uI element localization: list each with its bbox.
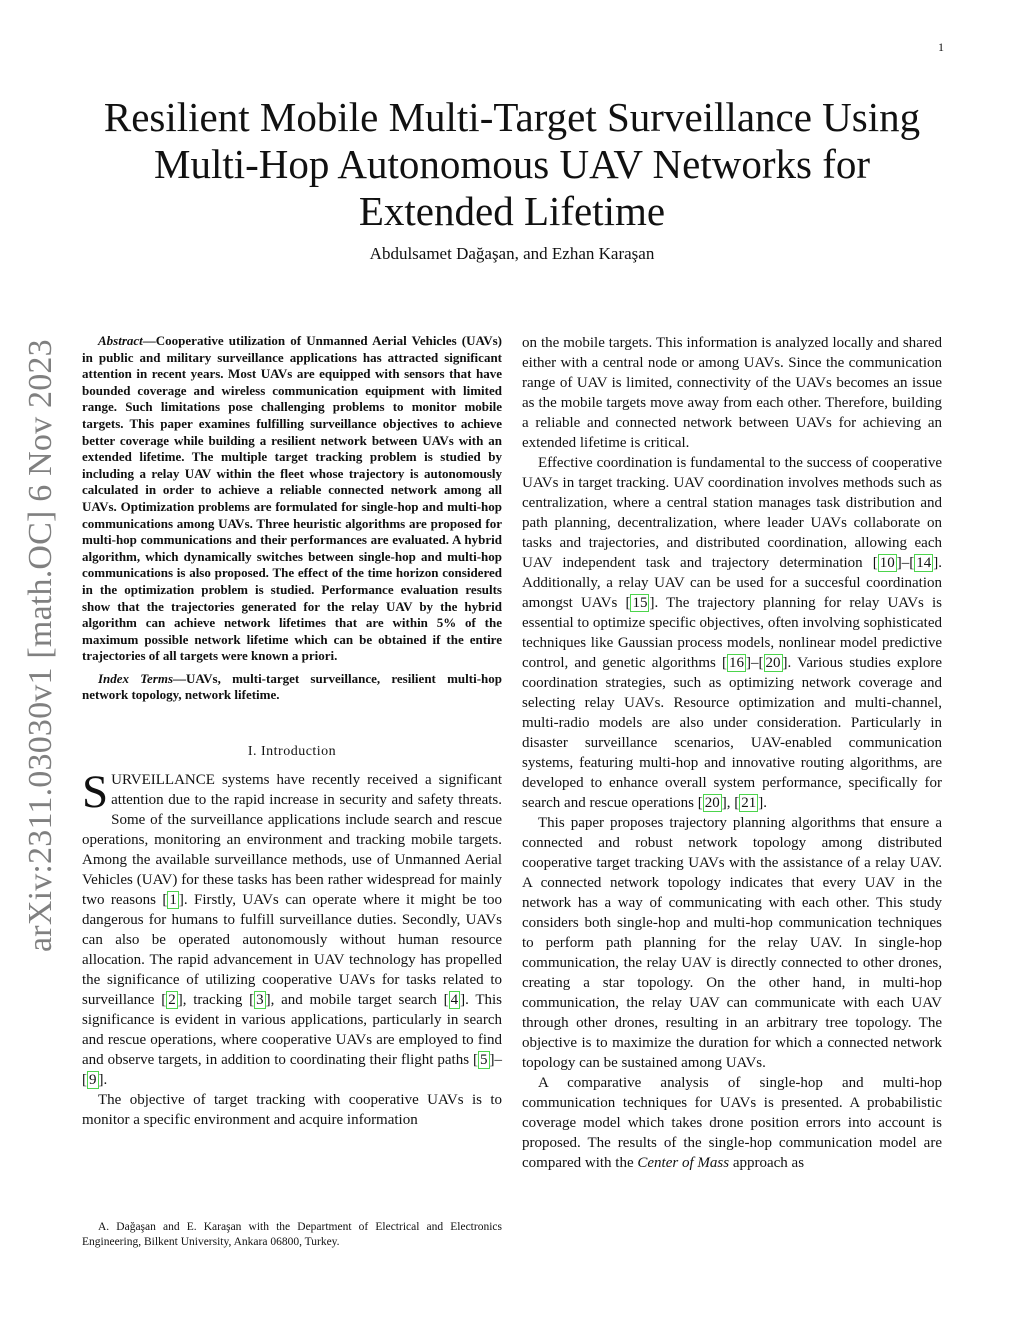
- drop-cap: S: [82, 766, 109, 819]
- section-heading-introduction: I. Introduction: [247, 744, 337, 760]
- body-text: . Additionally, a relay UAV can be used for a succesful coordination amongst UAVs: [522, 555, 942, 611]
- emphasized-term: Center of Mass: [637, 1155, 730, 1171]
- page-number: 1: [938, 40, 944, 54]
- index-terms-label: Index Terms: [98, 670, 174, 686]
- body-text: . The trajectory planning for relay UAVs is essential to optimize specific objectives, often involving sophisticated techniques like Gaussian process models, nonlinear model predictive control, and genetic algorithms: [522, 595, 942, 671]
- body-text: A comparative analysis of single-hop and multi-hop communication techniques for UAVs is presented. A probabilistic coverage model which takes drone position errors into account is proposed. The results of the single-hop communication model are compared with the: [522, 1075, 942, 1171]
- intro-paragraph-2: The objective of target tracking with cooperative UAVs is to monitor a specific environment and acquire information: [82, 1092, 502, 1129]
- paper-title: Resilient Mobile Multi-Target Surveillance Using Multi-Hop Autonomous UAV Networks for Extended Lifetime: [103, 94, 921, 234]
- intro-text: . Firstly, UAVs can operate where it might be too dangerous for humans to fulfill surveillance duties. Secondly, UAVs can also be operated autonomously without human resource allocation. The rapid advancement in UAV technology has propelled the significance of utilizing cooperative UAVs for tasks related to surveillance: [82, 892, 502, 1009]
- citation-link[interactable]: 5: [480, 1052, 488, 1069]
- right-paragraph-2: Effective coordination is fundamental to the success of cooperative UAVs in target tracking. UAV coordination involves methods such as centralization, where a central station manages task distribution and path planning, decentralization, where leader UAVs collaborate on tasks and trajectories, and distributed coordination, allowing each UAV independent task and trajectory determination [ 10 ]–[ 14 ]. Additionally, a relay UAV can be used for a succesful coordination amongst UAVs [ 15 ]. The trajectory planning for relay UAVs is essential to optimize specific objectives, often involving sophisticated techniques like Gaussian process models, nonlinear model predictive control, and genetic algorithms [ 16 ]–[ 20 ]. Various studies explore coordination strategies, such as optimizing network coverage and selecting relay UAVs. Resource optimization and multi-channel, multi-radio models are also under consideration. Particularly in disaster surveillance scenarios, UAV-enabled communication systems, featuring multi-hop and innovative routing algorithms, are developed to enhance overall system performance, specifically for search and rescue operations [ 20 ], [ 21 ].: [522, 455, 943, 811]
- right-paragraph-1: on the mobile targets. This information is analyzed locally and shared either with a central node or among UAVs. Since the communication range of UAV is limited, connectivity of the UAVs becomes an issue as the mobile targets move away from each other. Therefore, building a reliable and connected network between UAVs for achieving an extended lifetime is critical.: [522, 335, 942, 451]
- body-text: . Various studies explore coordination strategies, such as optimizing network coverage and selecting relay UAVs. Resource optimization and multi-channel, multi-radio models are also under consideration. Particularly in disaster surveillance scenarios, UAV-enabled communication systems, featuring multi-hop and innovative routing algorithms, are developed to enhance overall system performance, specifically for search and rescue operations: [522, 655, 943, 811]
- intro-text: . This significance is evident in various applications, particularly in search and rescue operations, where cooperative UAVs are employed to find and observe targets, in addition to coordinating their flight paths: [82, 992, 502, 1069]
- abstract-label: Abstract: [98, 333, 143, 348]
- right-paragraph-3: This paper proposes trajectory planning algorithms that ensure a connected and robust network topology among distributed cooperative target tracking UAVs with the assistance of a relay UAV. A connected network topology indicates that every UAV in the network has a way of communicating with each other. This study considers both single-hop and multi-hop communication techniques to perform path planning for the relay UAV. In single-hop communication, the relay UAV is directly connected to other drones, creating a star topology. On the other hand, in multi-hop communication, the relay UAV can communicate with each UAV through other drones, resulting in an arbitrary tree topology. The objective is to maximize the duration for which a connected network topology can be sustained among UAVs.: [522, 815, 942, 1071]
- citation-link[interactable]: 10: [879, 555, 895, 571]
- author-list: Abdulsamet Dağaşan, and Ezhan Karaşan: [369, 244, 655, 263]
- citation-link[interactable]: 16: [729, 655, 745, 671]
- body-text: Effective coordination is fundamental to the success of cooperative UAVs in target tracking. UAV coordination involves methods such as centralization, where a central station manages task distribution and path planning, decentralization, where leader UAVs collaborate on tasks and trajectories, and distributed coordination, allowing each UAV independent task and trajectory determination: [522, 455, 942, 571]
- citation-link[interactable]: 9: [89, 1072, 97, 1089]
- body-text: approach as: [729, 1155, 805, 1171]
- intro-text: URVEILLANCE systems have recently received a significant attention due to the rapid increase in security and safety threats. Some of the surveillance applications include search and rescue operations, monitoring an environment and tracking mobile targets. Among the available surveillance methods, use of Unmanned Aerial Vehicles (UAV) for these tasks has been rather widespread for mainly two reasons: [82, 772, 502, 909]
- intro-paragraph-1: SURVEILLANCE systems have recently received a significant attention due to the rapid increase in security and safety threats. Some of the surveillance applications include search and rescue operations, monitoring an environment and tracking mobile targets. Among the available surveillance methods, use of Unmanned Aerial Vehicles (UAV) for these tasks has been rather widespread for mainly two reasons [ 1 ]. Firstly, UAVs can operate where it might be too dangerous for humans to fulfill surveillance duties. Secondly, UAVs can also be operated autonomously without human resource allocation. The rapid advancement in UAV technology has propelled the significance of utilizing cooperative UAVs for tasks related to surveillance [ 2 ], tracking [ 3 ], and mobile target search [ 4 ]. This significance is evident in various applications, particularly in search and rescue operations, where cooperative UAVs are employed to find and observe targets, in addition to coordinating their flight paths [ 5 ]–[ 9 ].: [82, 766, 502, 1089]
- author-affiliation-footnote: A. Dağaşan and E. Karaşan with the Department of Electrical and Electronics Engineering, Bilkent University, Ankara 06800, Turkey.: [82, 1221, 502, 1248]
- intro-text: , and mobile target search: [270, 992, 444, 1009]
- abstract-text: —Cooperative utilization of Unmanned Aerial Vehicles (UAVs) in public and military surveillance applications has attracted significant attention in recent years. Most UAVs are equipped with sensors that have bounded coverage and wireless communication equipment with limited range. Such limitations pose challenging problems to monitor mobile targets. This paper examines fulfilling surveillance objectives to achieve better coverage while building a resilient network between UAVs with an extended lifetime. The multiple target tracking problem is studied by including a relay UAV within the fleet whose trajectory is autonomously calculated in order to achieve a reliable connected network among all UAVs. Optimization problems are formulated for single-hop and multi-hop communications among UAVs. Three heuristic algorithms are proposed for multi-hop communications and their performances are evaluated. A hybrid algorithm, which dynamically switches between single-hop and multi-hop communications is also proposed. The effect of the time horizon considered in the optimization problem is studied. Performance evaluation results show that the trajectories generated for the relay UAV by the hybrid algorithm can achieve network lifetimes that are within 5% of the maximum possible network lifetime which can be obtained if the entire trajectories of all targets were known a priori.: [82, 333, 502, 664]
- citation-link[interactable]: 14: [916, 555, 932, 571]
- citation-link[interactable]: 20: [704, 795, 720, 811]
- citation-link[interactable]: 2: [168, 992, 176, 1009]
- arxiv-identifier[interactable]: arXiv:2311.03030v1 [math.OC] 6 Nov 2023: [22, 339, 59, 952]
- intro-text: , tracking: [182, 992, 250, 1009]
- index-terms: [82, 671, 502, 704]
- citation-link[interactable]: 21: [741, 795, 757, 811]
- abstract: [82, 333, 502, 665]
- right-column: [522, 333, 942, 1173]
- citation-link[interactable]: 4: [450, 992, 459, 1009]
- citation-link[interactable]: 3: [256, 992, 264, 1009]
- left-column: [82, 333, 502, 1130]
- citation-link[interactable]: 1: [169, 892, 177, 909]
- intro-text: .: [103, 1072, 108, 1089]
- citation-link[interactable]: 15: [632, 595, 648, 611]
- body-text: .: [763, 795, 768, 811]
- index-terms-text: —UAVs, multi-target surveillance, resilient multi-hop network topology, network lifetime.: [82, 670, 502, 703]
- right-paragraph-4: [522, 1073, 942, 1173]
- citation-link[interactable]: 20: [765, 655, 781, 671]
